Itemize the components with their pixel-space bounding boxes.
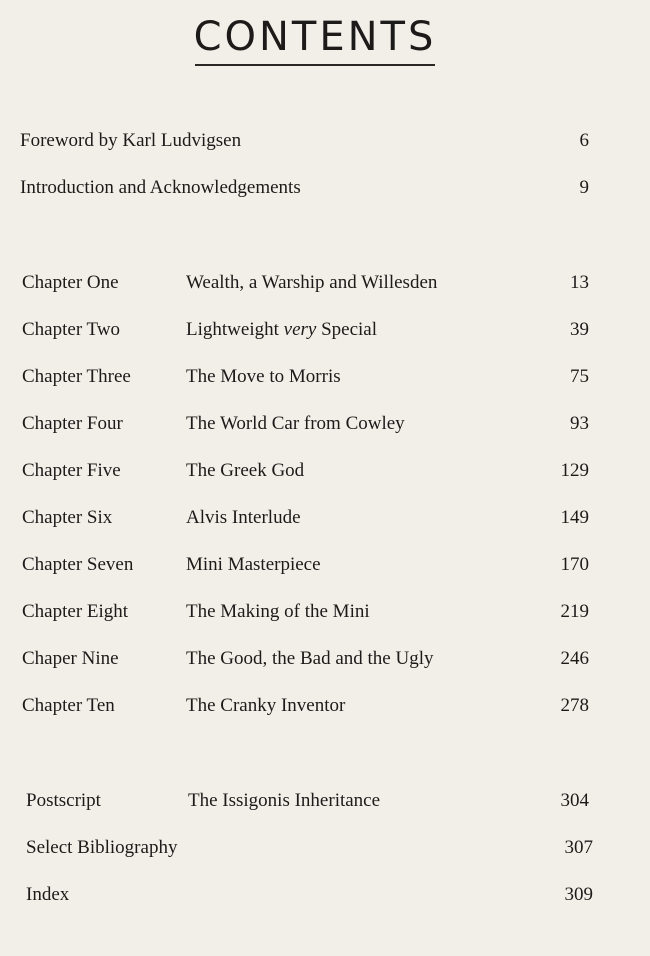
chapter-title: The Cranky Inventor — [186, 695, 346, 716]
chapter-label: Chapter Seven — [22, 554, 134, 575]
toc-entry-chapter-eight — [0, 597, 650, 627]
chapter-label: Chapter Eight — [22, 601, 129, 622]
chapter-page: 170 — [560, 554, 589, 575]
chapter-label: Chapter Six — [22, 507, 113, 528]
chapter-title: The Move to Morris — [186, 366, 341, 387]
page-title: CONTENTS — [193, 14, 437, 60]
chapter-title — [186, 315, 377, 345]
chapter-label: Chapter Three — [22, 366, 131, 387]
entry-label: Foreword by Karl Ludvigsen — [20, 130, 242, 151]
chapter-page: 129 — [560, 460, 589, 481]
chapter-label: Chapter One — [22, 272, 119, 293]
chapter-title: The Greek God — [186, 460, 305, 481]
chapter-title: Mini Masterpiece — [186, 554, 321, 575]
chapter-label: Chaper Nine — [22, 648, 119, 669]
chapter-page: 75 — [570, 366, 589, 387]
chapter-title-part: Lightweight — [186, 319, 284, 340]
entry-page: 9 — [579, 177, 589, 198]
title-underline — [195, 64, 435, 66]
chapter-title: The Making of the Mini — [186, 601, 370, 622]
toc-entry-chapter-four — [0, 409, 650, 439]
toc-entry-chapter-two — [0, 315, 650, 345]
chapter-title: Alvis Interlude — [186, 507, 301, 528]
entry-label: Index — [26, 884, 70, 905]
chapter-page: 13 — [570, 272, 589, 293]
chapter-title: The Good, the Bad and the Ugly — [186, 648, 434, 669]
chapter-label: Chapter Four — [22, 413, 123, 434]
chapter-label: Chapter Ten — [22, 695, 115, 716]
toc-entry-chapter-three — [0, 362, 650, 392]
entry-page: 309 — [564, 884, 593, 905]
chapter-page: 246 — [560, 648, 589, 669]
toc-entry-chapter-seven — [0, 550, 650, 580]
chapter-page: 149 — [560, 507, 589, 528]
toc-entry-index — [0, 880, 650, 910]
chapter-page: 278 — [560, 695, 589, 716]
toc-entry-chapter-ten — [0, 691, 650, 721]
toc-entry-introduction — [0, 173, 650, 203]
toc-entry-chapter-six — [0, 503, 650, 533]
chapter-title-emphasis: very — [283, 319, 317, 340]
toc-entry-chapter-nine — [0, 644, 650, 674]
entry-page: 304 — [560, 790, 589, 811]
chapter-title-part: Special — [316, 319, 378, 340]
entry-title: The Issigonis Inheritance — [188, 790, 381, 811]
chapter-page: 39 — [570, 319, 589, 340]
chapter-label: Chapter Two — [22, 319, 121, 340]
toc-entry-chapter-one — [0, 268, 650, 298]
entry-label: Postscript — [26, 790, 101, 811]
chapter-label: Chapter Five — [22, 460, 121, 481]
toc-entry-foreword — [0, 126, 650, 156]
entry-page: 307 — [564, 837, 593, 858]
entry-label: Introduction and Acknowledgements — [20, 177, 301, 198]
toc-entry-postscript — [0, 786, 650, 816]
toc-entry-bibliography — [0, 833, 650, 863]
entry-label: Select Bibliography — [26, 837, 178, 858]
chapter-title: The World Car from Cowley — [186, 413, 405, 434]
entry-page: 6 — [579, 130, 589, 151]
chapter-page: 219 — [560, 601, 589, 622]
toc-entry-chapter-five — [0, 456, 650, 486]
chapter-page: 93 — [570, 413, 589, 434]
chapter-title: Wealth, a Warship and Willesden — [186, 272, 438, 293]
